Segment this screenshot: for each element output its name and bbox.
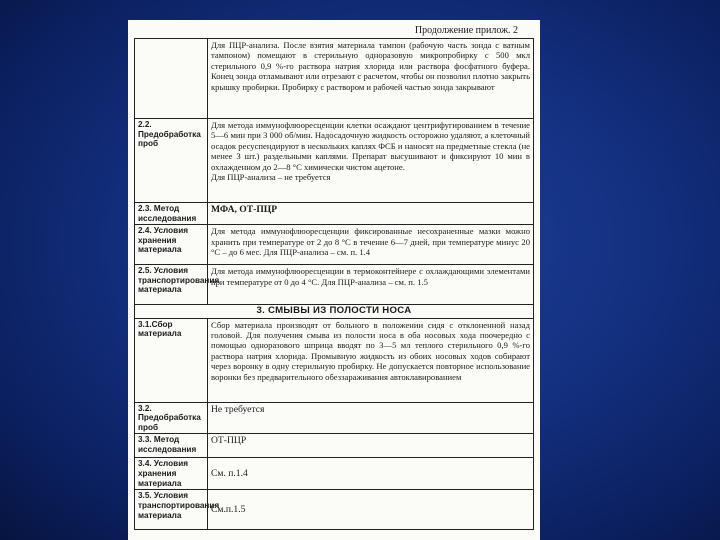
row-label: 3.1.Сбор материала — [135, 318, 208, 402]
table-row — [135, 39, 534, 119]
row-label: 2.3. Метод исследования — [135, 203, 208, 225]
table-row — [135, 203, 534, 225]
row-text: Для метода иммунофлюоресценции клетки осаждают центрифугированием в течение 5—6 мин при 3 000 об/мин. Надосадочную жидкость осторожно удаляют, а клеточный осадок ресуспендируют в нескольких каплях ФСБ и наносят на предметные стекла (не менее 3 шт.) раздельными каплями. Препарат высушивают и фиксируют 10 мин в охлажденном до 2—8 °С химически чистом ацетоне. — [211, 120, 530, 172]
table-row — [135, 490, 534, 530]
row-text: Для ПЦР-анализа. После взятия материала тампон (рабочую часть зонда с ватным тампоном) помещают в стерильную одноразовую микропробирку с 500 мкл стерильного 0,9 %-го раствора натрия хлорида или раствора фосфатного буфера. Конец зонда отламывают или отрезают с расчетом, чтобы он позволил плотно закрыть крышку пробирки. Пробирку с раствором и рабочей частью зонда закрывают — [208, 39, 534, 119]
row-label: 2.2. Предобработка проб — [135, 119, 208, 203]
row-label — [135, 39, 208, 119]
row-text: Сбор материала производят от больного в положении сидя с отклоненной назад головой. Для получения смыва из полости носа в оба носовых хода поочередно с помощью одноразового шприца вводят по 3—5 мл теплого стерильного 0,9 %-го раствора натрия хлорида. Промывную жидкость из обоих носовых ходов собирают через воронку в одну стерильную пробирку. Не допускается повторное использование воронки без предварительного обеззараживания автоклавированием — [208, 318, 534, 402]
table-row — [135, 225, 534, 265]
document-page — [128, 20, 540, 540]
row-label: 2.5. Условия транспортирования материала — [135, 265, 208, 305]
row-text: См. п.1.4 — [208, 458, 534, 490]
row-text: МФА, ОТ-ПЦР — [208, 203, 534, 225]
sample-table-part3 — [134, 318, 534, 531]
section-row — [135, 305, 534, 318]
row-text-cell — [208, 119, 534, 203]
table-row — [135, 119, 534, 203]
row-label: 2.4. Условия хранения материала — [135, 225, 208, 265]
table-row — [135, 458, 534, 490]
table-row — [135, 434, 534, 458]
row-label: 3.3. Метод исследования — [135, 434, 208, 458]
row-note: Для ПЦР-анализа – не требуется — [211, 172, 331, 183]
row-text: Для метода иммунофлюоресценции в термоконтейнере с охлаждающими элементами при температуре от 0 до 4 °С. Для ПЦР-анализа – см. п. 1.5 — [208, 265, 534, 305]
row-text: См.п.1.5 — [208, 490, 534, 530]
section-title: 3. СМЫВЫ ИЗ ПОЛОСТИ НОСА — [135, 305, 534, 318]
row-text: ОТ-ПЦР — [208, 434, 534, 458]
table-row — [135, 265, 534, 305]
row-label: 3.4. Условия хранения материала — [135, 458, 208, 490]
row-label: 3.5. Условия транспортирования материала — [135, 490, 208, 530]
continuation-note: Продолжение прилож. 2 — [414, 25, 518, 36]
row-text: Не требуется — [208, 402, 534, 434]
sample-table-part2 — [134, 38, 534, 319]
row-label: 3.2. Предобработка проб — [135, 402, 208, 434]
row-text: Для метода иммунофлюоресценции фиксированные несохраненные мазки можно хранить при температуре от 2 до 8 °С в течение 6—7 дней, при температуре минус 20 °С – до 6 мес. Для ПЦР-анализа – см. п. 1.4 — [208, 225, 534, 265]
table-row — [135, 402, 534, 434]
table-row — [135, 318, 534, 402]
